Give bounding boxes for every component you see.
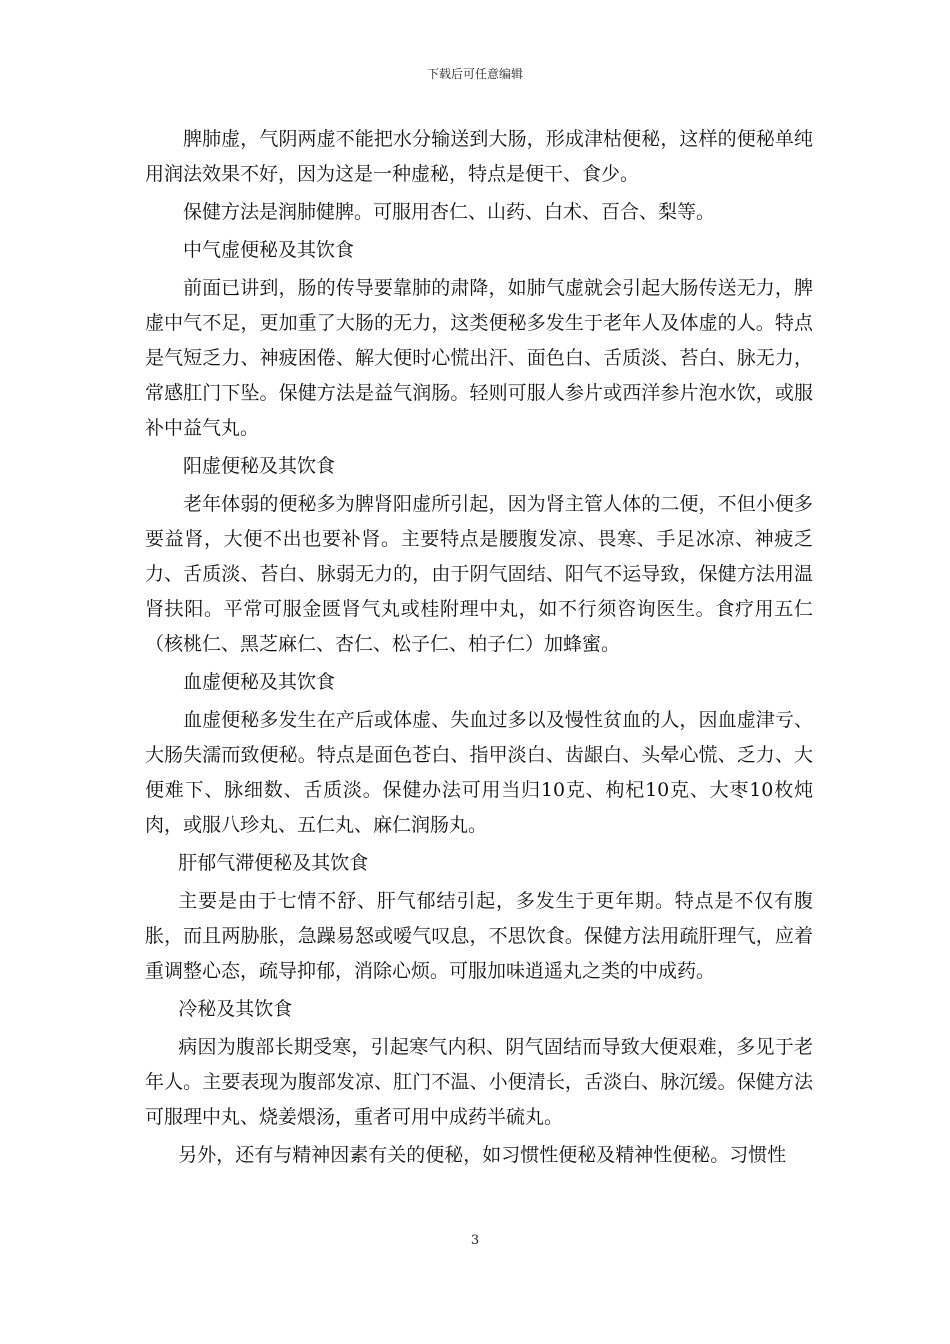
- paragraph-8: 另外，还有与精神因素有关的便秘，如习惯性便秘及精神性便秘。习惯性: [178, 1144, 787, 1166]
- paragraph-5: 血虚便秘多发生在产后或体虚、失血过多以及慢性贫血的人，因血虚津亏、大肠失濡而致便秘。特点是面色苍白、指甲淡白、齿龈白、头晕心慌、乏力、大便难下、脉细数、舌质淡。保健办法可用当归10克、枸杞10克、大枣10枚炖肉，或服八珍丸、五仁丸、麻仁润肠丸。: [145, 709, 813, 836]
- page-header-note: 下载后可任意编辑: [426, 67, 523, 81]
- section-heading-qi-deficiency: 中气虚便秘及其饮食: [183, 239, 355, 261]
- section-heading-yang-deficiency: 阳虚便秘及其饮食: [183, 455, 336, 477]
- paragraph-1: 脾肺虚，气阴两虚不能把水分输送到大肠，形成津枯便秘，这样的便秘单纯用润法效果不好，因为这是一种虚秘，特点是便干、食少。: [145, 128, 813, 185]
- section-heading-liver-qi: 肝郁气滞便秘及其饮食: [178, 852, 369, 874]
- paragraph-4: 老年体弱的便秘多为脾肾阳虚所引起，因为肾主管人体的二便，不但小便多要益肾，大便不出也要补肾。主要特点是腰腹发凉、畏寒、手足冰凉、神疲乏力、舌质淡、苔白、脉弱无力的，由于阴气固结、阳气不运导致，保健方法用温肾扶阳。平常可服金匮肾气丸或桂附理中丸，如不行须咨询医生。食疗用五仁（核桃仁、黑芝麻仁、杏仁、松子仁、柏子仁）加蜂蜜。: [145, 493, 813, 655]
- paragraph-6: 主要是由于七情不舒、肝气郁结引起，多发生于更年期。特点是不仅有腹胀，而且两胁胀，急躁易怒或嗳气叹息，不思饮食。保健方法用疏肝理气，应着重调整心态，疏导抑郁，消除心烦。可服加味逍遥丸之类的中成药。: [145, 890, 813, 982]
- paragraph-2: 保健方法是润肺健脾。可服用杏仁、山药、白术、百合、梨等。: [183, 201, 716, 223]
- section-heading-blood-deficiency: 血虚便秘及其饮食: [183, 671, 336, 693]
- document-body: [145, 122, 813, 1176]
- page-number: 3: [470, 1233, 480, 1248]
- paragraph-7: 病因为腹部长期受寒，引起寒气内积、阴气固结而导致大便艰难，多见于老年人。主要表现为腹部发凉、肛门不温、小便清长，舌淡白、脉沉缓。保健方法可服理中丸、烧姜煨汤，重者可用中成药半硫丸。: [145, 1036, 813, 1128]
- section-heading-cold: 冷秘及其饮食: [178, 998, 293, 1020]
- paragraph-3: 前面已讲到，肠的传导要靠肺的肃降，如肺气虚就会引起大肠传送无力，脾虚中气不足，更加重了大肠的无力，这类便秘多发生于老年人及体虚的人。特点是气短乏力、神疲困倦、解大便时心慌出汗、面色白、舌质淡、苔白、脉无力，常感肛门下坠。保健方法是益气润肠。轻则可服人参片或西洋参片泡水饮，或服补中益气丸。: [145, 277, 813, 439]
